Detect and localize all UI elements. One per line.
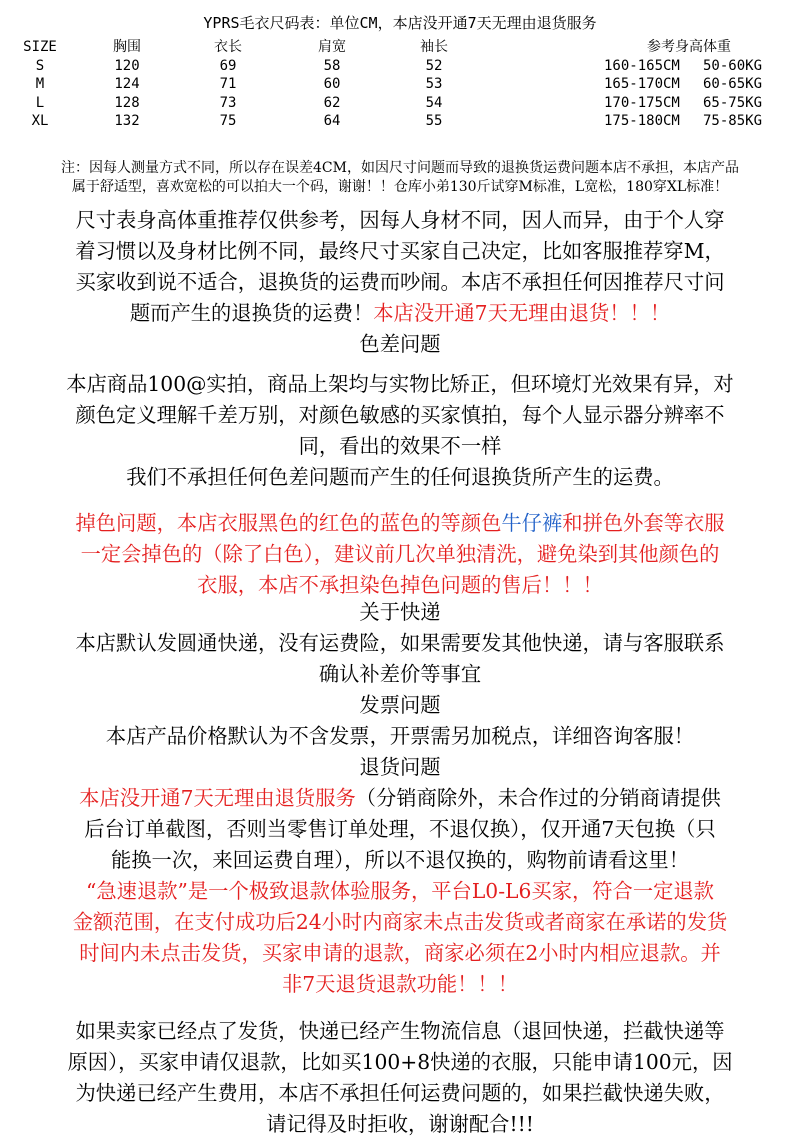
text-segment: 一定会掉色的（除了白色），建议前几次单独清洗，	[80, 542, 537, 566]
cell-size: M	[35, 76, 45, 92]
text-segment: 避免染到其他颜色的	[536, 542, 720, 566]
cell-sleeve: 54	[425, 94, 443, 111]
text-line: 非7天退货退款功能！！！	[282, 972, 518, 996]
section-title-invoice: 发票问题	[359, 693, 441, 717]
size-note	[8, 159, 792, 197]
cell-length: 69	[219, 57, 237, 74]
fading-section	[6, 508, 794, 601]
cell-sleeve: 53	[425, 76, 443, 92]
text-line: 能换一次，来回运费自理），所以不退仅换的，购物前请看这里！	[110, 848, 689, 872]
text-line: 确认补差价等事宜	[318, 662, 482, 686]
section-title-color: 色差问题	[359, 332, 441, 356]
table-row	[0, 75, 800, 94]
text-line: 本店商品100@实拍，商品上架均与实物比矫正，但环境灯光效果有异，对	[66, 372, 734, 396]
cell-chest: 124	[114, 76, 140, 92]
text-line: 金额范围，在支付成功后24小时内商家未点击发货或者商家在承诺的发货	[72, 910, 728, 934]
text-line: 本店产品价格默认为不含发票，开票需另加税点，详细咨询客服！	[105, 724, 695, 748]
cell-shoulder: 60	[323, 76, 341, 92]
text-line	[6, 298, 794, 329]
text-line	[6, 508, 794, 539]
no-return-warning: 本店没开通7天无理由退货！！！	[373, 301, 671, 325]
text-line: 同，看出的效果不一样	[298, 434, 502, 458]
cell-weight: 60-65KG	[703, 76, 763, 92]
text-line: 着习惯以及身材比例不同，最终尺寸买家自己决定，比如客服推荐穿M，	[75, 239, 725, 263]
table-row	[0, 57, 800, 76]
text-line: 后台订单截图，否则当零售订单处理，不退仅换），仅开通7天包换（只	[84, 817, 716, 841]
header-reference: 参考身高体重	[647, 39, 731, 55]
cell-weight: 65-75KG	[703, 94, 763, 111]
cell-chest: 132	[114, 113, 140, 129]
cell-chest: 120	[114, 57, 140, 74]
text-segment: （分销商除外，未合作过的分销商请提供	[355, 786, 721, 810]
text-line: 原因），买家申请仅退款，比如买100+8快递的衣服，只能申请100元，因	[67, 1050, 733, 1074]
cell-sleeve: 55	[425, 113, 443, 129]
jeans-highlight: 牛仔裤	[501, 511, 563, 535]
cell-shoulder: 62	[323, 94, 341, 111]
section-title-returns: 退货问题	[359, 755, 441, 779]
cell-length: 71	[219, 76, 237, 92]
header-shoulder: 肩宽	[318, 39, 346, 55]
header-chest: 胸围	[113, 39, 141, 55]
cell-shoulder: 64	[323, 113, 341, 129]
text-segment: 和拼色外套等衣服	[562, 511, 725, 535]
cell-weight: 75-85KG	[703, 113, 763, 129]
text-segment: 题而产生的退换货的运费！	[129, 301, 374, 325]
size-advice-section	[6, 205, 794, 360]
cell-chest: 128	[114, 94, 140, 111]
cell-weight: 50-60KG	[703, 57, 763, 74]
text-line: 买家收到说不适合，退换货的运费而吵闹。本店不承担任何因推荐尺寸问	[75, 270, 725, 294]
size-note-line: 注：因每人测量方式不同，所以存在误差4CM，如因尺寸问题而导致的退换货运费问题本店不承担，本店产品	[61, 160, 739, 176]
cell-length: 73	[219, 94, 237, 111]
header-length: 衣长	[214, 39, 242, 55]
size-table	[0, 38, 800, 131]
section-title-delivery: 关于快递	[359, 600, 441, 624]
size-table-header	[0, 38, 800, 57]
text-line	[6, 539, 794, 570]
text-line: “急速退款”是一个极致退款体验服务，平台L0-L6买家，符合一定退款	[86, 879, 714, 903]
cell-height: 170-175CM	[604, 94, 680, 111]
text-line	[6, 783, 794, 814]
text-line: 衣服，本店不承担染色掉色问题的售后！！！	[197, 573, 603, 597]
cell-sleeve: 52	[425, 57, 443, 74]
cell-size: L	[35, 94, 45, 111]
cell-height: 165-170CM	[604, 76, 680, 92]
cell-height: 175-180CM	[604, 113, 680, 129]
text-line: 如果卖家已经点了发货，快递已经产生物流信息（退回快递，拦截快递等	[75, 1019, 725, 1043]
header-size: SIZE	[23, 39, 57, 55]
header-sleeve: 袖长	[420, 39, 448, 55]
cell-shoulder: 58	[323, 57, 341, 74]
refund-only-section	[6, 1016, 794, 1140]
table-row	[0, 112, 800, 131]
text-line: 时间内未点击发货，买家申请的退款，商家必须在2小时内相应退款。并	[79, 941, 721, 965]
table-row	[0, 94, 800, 113]
size-chart-title: YPRS毛衣尺码表：单位CM，本店没开通7天无理由退货服务	[203, 14, 597, 32]
no-return-service-warning: 本店没开通7天无理由退货服务	[79, 786, 356, 810]
cell-size: S	[35, 57, 45, 74]
text-line: 请记得及时拒收，谢谢配合!!!	[266, 1112, 534, 1136]
size-note-line: 属于舒适型，喜欢宽松的可以拍大一个码，谢谢！！仓库小弟130斤试穿M标准，L宽松，180穿XL标准！	[71, 179, 729, 195]
cell-length: 75	[219, 113, 237, 129]
delivery-section	[6, 597, 794, 1000]
text-line: 为快递已经产生费用，本店不承担任何运费问题的，如果拦截快递失败，	[75, 1081, 725, 1105]
cell-height: 160-165CM	[604, 57, 680, 74]
color-diff-section	[6, 369, 794, 493]
text-line: 本店默认发圆通快递，没有运费险，如果需要发其他快递，请与客服联系	[75, 631, 725, 655]
text-segment: 掉色问题，本店衣服黑色的红色的蓝色的等颜色	[75, 511, 502, 535]
text-line: 颜色定义理解千差万别，对颜色敏感的买家慎拍，每个人显示器分辨率不	[75, 403, 725, 427]
text-line: 我们不承担任何色差问题而产生的任何退换货所产生的运费。	[126, 465, 674, 489]
text-line: 尺寸表身高体重推荐仅供参考，因每人身材不同，因人而异，由于个人穿	[75, 208, 725, 232]
cell-size: XL	[31, 113, 49, 129]
